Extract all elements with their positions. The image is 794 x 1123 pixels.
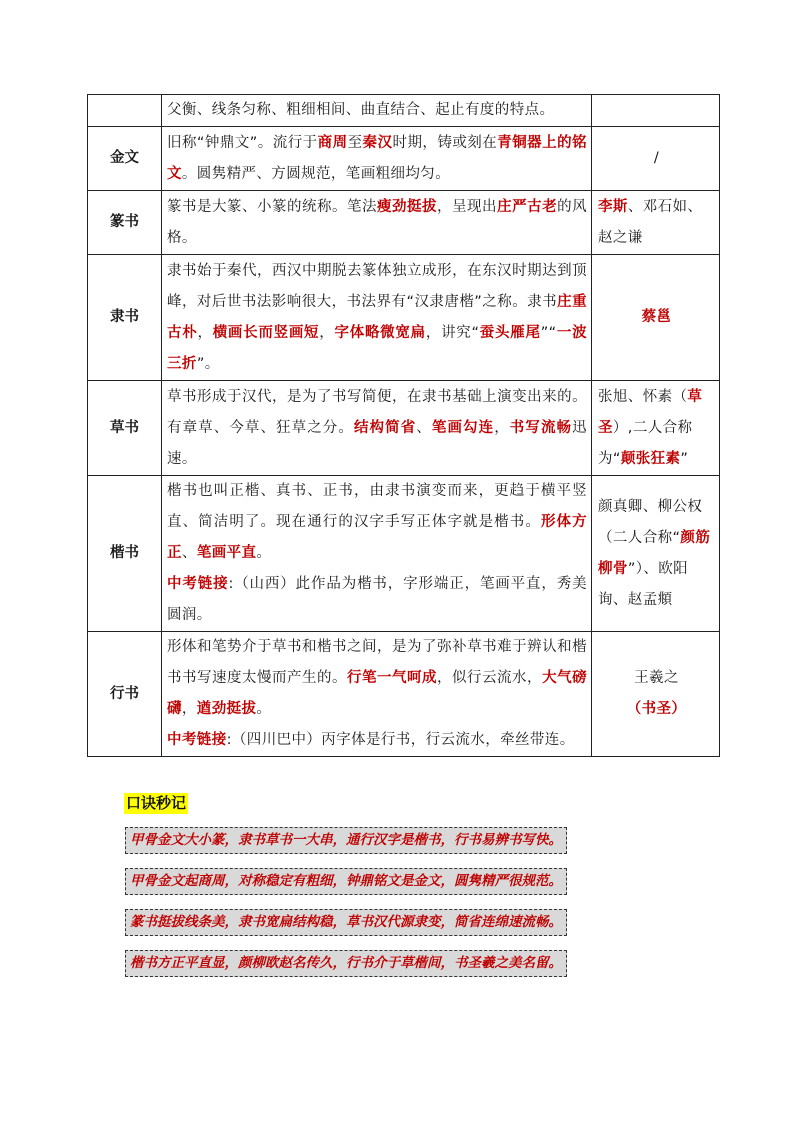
description-cell: 形体和笔势介于草书和楷书之间，是为了弥补草书难于辨认和楷书书写速度太慢而产生的。行笔一气呵成，似行云流水，大气磅礴，遒劲挺拔。 中考链接:（四川巴中）丙字体是行书，行云流水，牵丝带连。 xyxy=(162,632,592,757)
representative-cell: 蔡邕 xyxy=(592,255,720,381)
style-name-cell xyxy=(88,95,162,127)
description-cell: 旧称“钟鼎文”。流行于商周至秦汉时期，铸或刻在青铜器上的铭文。圆隽精严、方圆规范，笔画粗细均匀。 xyxy=(162,127,592,191)
table-row xyxy=(88,632,720,757)
calligraphy-table xyxy=(87,94,720,757)
style-name-cell: 篆书 xyxy=(88,191,162,255)
style-name-cell: 行书 xyxy=(88,632,162,757)
description-cell: 楷书也叫正楷、真书、正书，由隶书演变而来，更趋于横平竖直、简洁明了。现在通行的汉字手写正体字就是楷书。形体方正、笔画平直。 中考链接:（山西）此作品为楷书，字形端正，笔画平直，秀美圆润。 xyxy=(162,476,592,632)
exam-link-label: 中考链接 xyxy=(167,732,227,748)
table-row xyxy=(88,95,720,127)
table-row xyxy=(88,381,720,476)
description-cell: 篆书是大篆、小篆的统称。笔法瘦劲挺拔，呈现出庄严古老的风格。 xyxy=(162,191,592,255)
style-name-cell: 草书 xyxy=(88,381,162,476)
description-cell: 隶书始于秦代，西汉中期脱去篆体独立成形，在东汉时期达到顶峰，对后世书法影响很大，书法界有“汉隶唐楷”之称。隶书庄重古朴，横画长而竖画短，字体略微宽扁，讲究“蚕头雁尾”“一波三折”。 xyxy=(162,255,592,381)
table-row xyxy=(88,191,720,255)
table-row xyxy=(88,127,720,191)
mnemonic-line: 甲骨金文起商周，对称稳定有粗细，钟鼎铭文是金文，圆隽精严很规范。 xyxy=(125,868,567,895)
style-name-cell: 楷书 xyxy=(88,476,162,632)
mnemonic-title: 口诀秒记 xyxy=(126,794,187,812)
description-cell: 父衡、线条匀称、粗细相间、曲直结合、起止有度的特点。 xyxy=(162,95,592,127)
representative-cell: 张旭、怀素（草圣）,二人合称为“颠张狂素” xyxy=(592,381,720,476)
table-row xyxy=(88,255,720,381)
description-cell: 草书形成于汉代，是为了书写简便，在隶书基础上演变出来的。有章草、今草、狂草之分。结构简省、笔画勾连，书写流畅迅速。 xyxy=(162,381,592,476)
representative-cell: 李斯、邓石如、赵之谦 xyxy=(592,191,720,255)
mnemonic-line: 楷书方正平直显，颜柳欧赵名传久，行书介于草楷间，书圣羲之美名留。 xyxy=(125,950,567,977)
style-name-cell: 隶书 xyxy=(88,255,162,381)
representative-cell: 王羲之 （书圣） xyxy=(592,632,720,757)
representative-cell: / xyxy=(592,127,720,191)
mnemonic-line: 篆书挺拔线条美，隶书宽扁结构稳，草书汉代源隶变，简省连绵速流畅。 xyxy=(125,909,567,936)
mnemonic-line: 甲骨金文大小篆，隶书草书一大串，通行汉字是楷书，行书易辨书写快。 xyxy=(125,827,567,854)
table-row xyxy=(88,476,720,632)
representative-cell: 颜真卿、柳公权（二人合称“颜筋柳骨”）、欧阳询、赵孟頫 xyxy=(592,476,720,632)
style-name-cell: 金文 xyxy=(88,127,162,191)
representative-cell xyxy=(592,95,720,127)
exam-link-label: 中考链接 xyxy=(167,576,229,592)
